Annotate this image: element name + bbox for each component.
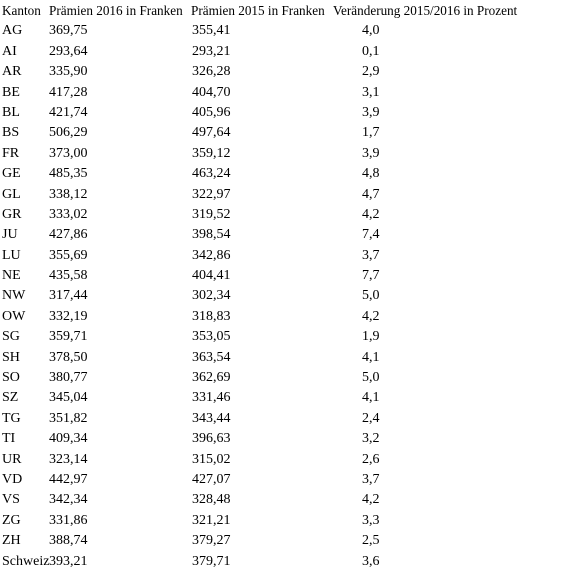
cell-praemien-2016: 373,00	[49, 145, 88, 161]
cell-praemien-2015: 404,70	[192, 84, 231, 100]
cell-praemien-2016: 435,58	[49, 268, 88, 284]
cell-praemien-2016: 388,74	[49, 533, 88, 549]
cell-praemien-2015: 302,34	[192, 288, 231, 304]
cell-kanton: BL	[2, 104, 20, 120]
table-row	[0, 368, 582, 388]
table-row	[0, 103, 582, 123]
cell-kanton: Schweiz	[2, 553, 50, 569]
cell-kanton: JU	[2, 227, 18, 243]
cell-praemien-2015: 318,83	[192, 308, 231, 324]
cell-praemien-2016: 380,77	[49, 370, 88, 386]
cell-veraenderung-value: 4,2	[362, 492, 380, 508]
table-row	[0, 144, 582, 164]
cell-veraenderung-value: 4,0	[362, 23, 380, 39]
cell-praemien-2015: 326,28	[192, 64, 231, 80]
cell-veraenderung-value: 5,0	[362, 288, 380, 304]
table-row	[0, 450, 582, 470]
cell-veraenderung-value: 2,9	[362, 64, 380, 80]
cell-kanton: NW	[2, 288, 26, 304]
table-header-row	[0, 1, 582, 21]
cell-praemien-2015: 379,27	[192, 533, 231, 549]
cell-veraenderung-value: 4,8	[362, 166, 380, 182]
cell-veraenderung-value: 3,2	[362, 431, 380, 447]
cell-praemien-2016: 409,34	[49, 431, 88, 447]
cell-praemien-2016: 359,71	[49, 329, 88, 345]
cell-praemien-2016: 421,74	[49, 104, 88, 120]
cell-praemien-2016: 335,90	[49, 64, 88, 80]
cell-praemien-2016: 331,86	[49, 512, 88, 528]
cell-kanton: GR	[2, 206, 22, 222]
table-row	[0, 185, 582, 205]
cell-veraenderung-value: 3,6	[362, 553, 380, 569]
cell-praemien-2015: 315,02	[192, 451, 231, 467]
cell-veraenderung-value: 2,6	[362, 451, 380, 467]
cell-praemien-2015: 359,12	[192, 145, 231, 161]
cell-veraenderung-value: 4,7	[362, 186, 380, 202]
cell-veraenderung-value: 3,9	[362, 104, 380, 120]
table-row	[0, 42, 582, 62]
cell-kanton: SG	[2, 329, 20, 345]
cell-praemien-2015: 331,46	[192, 390, 231, 406]
cell-kanton: GL	[2, 186, 21, 202]
table-row	[0, 470, 582, 490]
header-praemien-2016: Prämien 2016 in Franken	[49, 3, 183, 18]
table-row	[0, 388, 582, 408]
cell-veraenderung-value: 1,7	[362, 125, 380, 141]
cell-veraenderung-value: 5,0	[362, 370, 380, 386]
table-row	[0, 205, 582, 225]
cell-veraenderung-value: 3,7	[362, 471, 380, 487]
cell-praemien-2016: 442,97	[49, 471, 88, 487]
cell-praemien-2015: 497,64	[192, 125, 231, 141]
cell-kanton: ZG	[2, 512, 21, 528]
table-row	[0, 307, 582, 327]
cell-veraenderung-value: 4,1	[362, 349, 380, 365]
cell-praemien-2016: 485,35	[49, 166, 88, 182]
cell-veraenderung-value: 7,4	[362, 227, 380, 243]
table-row	[0, 62, 582, 82]
cell-kanton: UR	[2, 451, 22, 467]
table-row	[0, 511, 582, 531]
cell-praemien-2016: 293,64	[49, 43, 88, 59]
table-row	[0, 164, 582, 184]
cell-praemien-2016: 323,14	[49, 451, 88, 467]
cell-kanton: NE	[2, 268, 21, 284]
table-row	[0, 83, 582, 103]
cell-praemien-2015: 328,48	[192, 492, 231, 508]
cell-veraenderung-value: 7,7	[362, 268, 380, 284]
cell-praemien-2016: 369,75	[49, 23, 88, 39]
cell-veraenderung-value: 3,9	[362, 145, 380, 161]
table-row	[0, 246, 582, 266]
cell-praemien-2015: 342,86	[192, 247, 231, 263]
cell-kanton: SO	[2, 370, 20, 386]
cell-kanton: AG	[2, 23, 23, 39]
cell-praemien-2015: 321,21	[192, 512, 231, 528]
cell-kanton: ZH	[2, 533, 21, 549]
table-row	[0, 531, 582, 551]
cell-kanton: LU	[2, 247, 21, 263]
cell-kanton: AR	[2, 64, 22, 80]
cell-praemien-2016: 351,82	[49, 410, 88, 426]
cell-kanton: TG	[2, 410, 21, 426]
cell-praemien-2015: 322,97	[192, 186, 231, 202]
cell-kanton: TI	[2, 431, 16, 447]
cell-kanton: SZ	[2, 390, 19, 406]
cell-veraenderung-value: 3,3	[362, 512, 380, 528]
cell-praemien-2015: 379,71	[192, 553, 231, 569]
premium-table	[0, 1, 582, 572]
cell-veraenderung-value: 2,5	[362, 533, 380, 549]
table-row	[0, 327, 582, 347]
cell-veraenderung-value: 4,2	[362, 206, 380, 222]
cell-veraenderung-value: 1,9	[362, 329, 380, 345]
cell-kanton: GE	[2, 166, 21, 182]
cell-kanton: VD	[2, 471, 23, 487]
cell-kanton: BE	[2, 84, 20, 100]
cell-praemien-2015: 405,96	[192, 104, 231, 120]
cell-praemien-2015: 404,41	[192, 268, 231, 284]
cell-praemien-2016: 393,21	[49, 553, 88, 569]
cell-praemien-2015: 396,63	[192, 431, 231, 447]
cell-praemien-2016: 338,12	[49, 186, 88, 202]
cell-kanton: BS	[2, 125, 20, 141]
cell-praemien-2015: 463,24	[192, 166, 231, 182]
table-row	[0, 123, 582, 143]
cell-veraenderung-value: 3,7	[362, 247, 380, 263]
cell-praemien-2015: 353,05	[192, 329, 231, 345]
cell-praemien-2016: 317,44	[49, 288, 88, 304]
cell-kanton: VS	[2, 492, 20, 508]
cell-praemien-2015: 363,54	[192, 349, 231, 365]
cell-veraenderung-value: 3,1	[362, 84, 380, 100]
cell-praemien-2016: 378,50	[49, 349, 88, 365]
cell-praemien-2015: 398,54	[192, 227, 231, 243]
cell-praemien-2016: 506,29	[49, 125, 88, 141]
header-praemien-2015: Prämien 2015 in Franken	[191, 3, 325, 18]
cell-praemien-2016: 417,28	[49, 84, 88, 100]
table-row	[0, 490, 582, 510]
cell-kanton: AI	[2, 43, 17, 59]
table-row	[0, 429, 582, 449]
table-row	[0, 348, 582, 368]
cell-praemien-2015: 293,21	[192, 43, 231, 59]
cell-kanton: SH	[2, 349, 20, 365]
cell-veraenderung-value: 4,1	[362, 390, 380, 406]
cell-veraenderung-value: 4,2	[362, 308, 380, 324]
table-row	[0, 286, 582, 306]
table-row	[0, 552, 582, 572]
cell-praemien-2015: 362,69	[192, 370, 231, 386]
table-row	[0, 409, 582, 429]
cell-praemien-2015: 427,07	[192, 471, 231, 487]
table-row	[0, 225, 582, 245]
cell-praemien-2016: 345,04	[49, 390, 88, 406]
table-row	[0, 21, 582, 41]
table-row	[0, 266, 582, 286]
cell-praemien-2015: 355,41	[192, 23, 231, 39]
header-kanton: Kanton	[2, 3, 41, 18]
cell-kanton: FR	[2, 145, 20, 161]
table-body	[0, 21, 582, 572]
cell-praemien-2015: 319,52	[192, 206, 231, 222]
cell-veraenderung-value: 0,1	[362, 43, 380, 59]
header-veraenderung: Veränderung 2015/2016 in Prozent	[333, 3, 518, 18]
cell-kanton: OW	[2, 308, 26, 324]
cell-praemien-2016: 342,34	[49, 492, 88, 508]
cell-praemien-2016: 427,86	[49, 227, 88, 243]
cell-praemien-2016: 332,19	[49, 308, 88, 324]
cell-veraenderung-value: 2,4	[362, 410, 380, 426]
cell-praemien-2015: 343,44	[192, 410, 231, 426]
cell-praemien-2016: 333,02	[49, 206, 88, 222]
cell-praemien-2016: 355,69	[49, 247, 88, 263]
